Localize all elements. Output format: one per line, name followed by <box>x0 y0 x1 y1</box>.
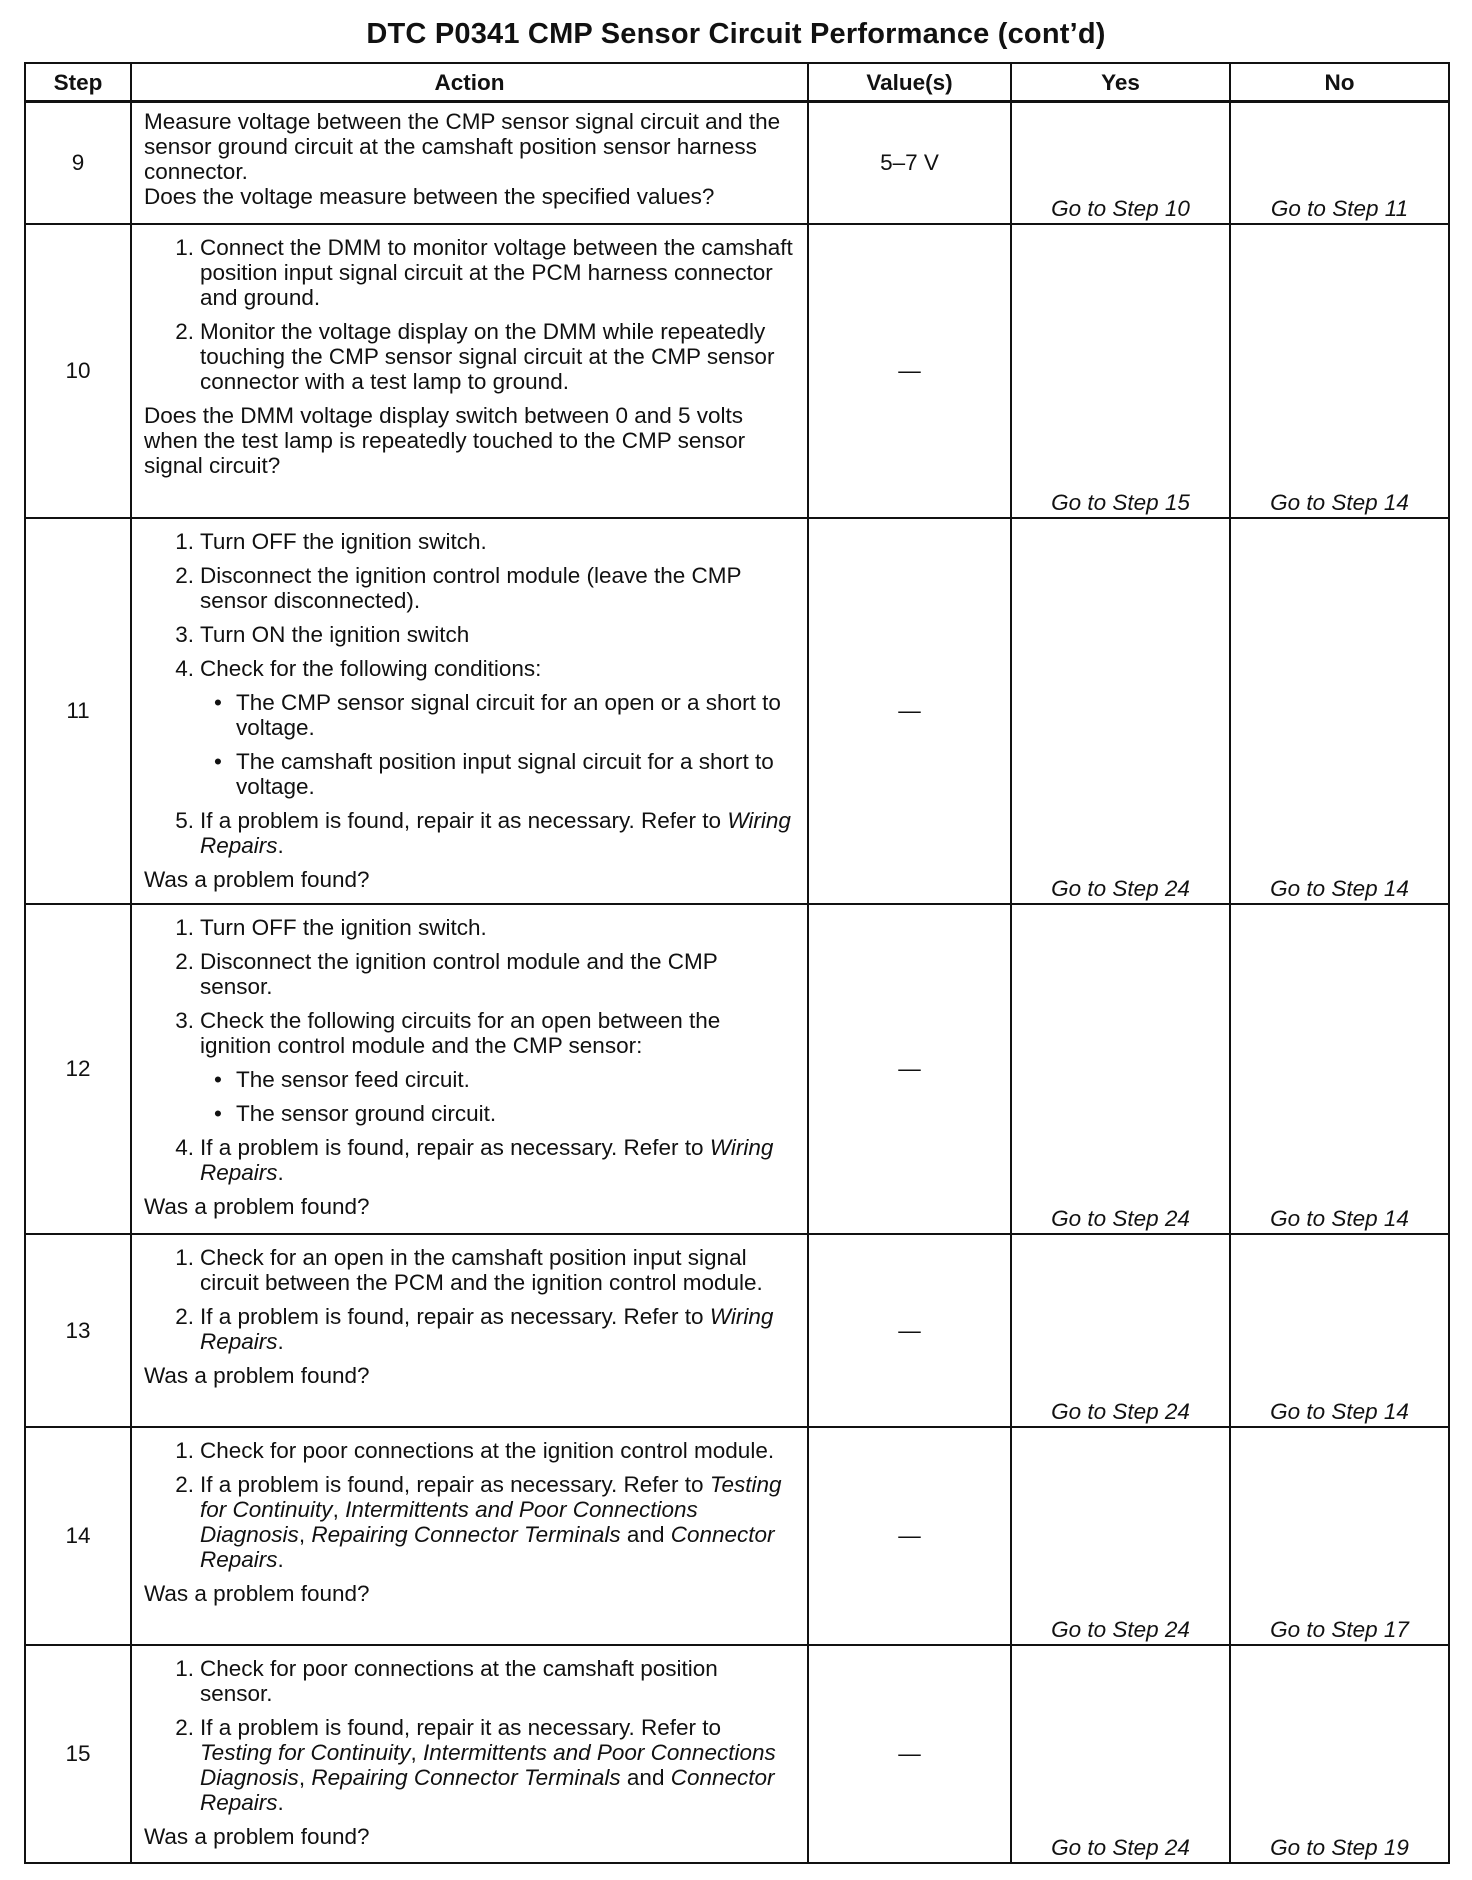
reference-link: Wiring Repairs <box>200 807 791 858</box>
step-number: 15 <box>25 1645 131 1863</box>
question-text: Was a problem found? <box>144 1193 370 1219</box>
question-text: Does the DMM voltage display switch between 0 and 5 volts when the test lamp is repeatedly touched to the CMP sensor signal circuit? <box>144 402 746 478</box>
action-cell <box>131 518 808 904</box>
reference-link: Repairing Connector Terminals <box>311 1764 621 1790</box>
step-list <box>144 529 795 858</box>
header-values: Value(s) <box>808 63 1011 102</box>
reference-link: Testing for Continuity <box>200 1739 411 1765</box>
no-cell: Go to Step 19 <box>1230 1645 1449 1863</box>
value-cell: — <box>808 518 1011 904</box>
reference-link: Wiring Repairs <box>200 1303 774 1354</box>
reference-link: Repairing Connector Terminals <box>311 1521 621 1547</box>
no-cell: Go to Step 17 <box>1230 1427 1449 1645</box>
yes-cell: Go to Step 24 <box>1011 1427 1230 1645</box>
list-item: 3. Check the following circuits for an open between the ignition control module and the CMP sensor: • The sensor feed circuit. • The sensor ground circuit. <box>200 1008 795 1126</box>
list-item: 4. If a problem is found, repair as necessary. Refer to Wiring Repairs. <box>175 1134 774 1185</box>
value-cell: — <box>808 224 1011 518</box>
value-cell: 5–7 V <box>808 102 1011 224</box>
conjunction: and <box>626 1764 665 1790</box>
table-row-step-10 <box>25 224 1449 518</box>
step-list <box>144 1438 795 1572</box>
no-cell: Go to Step 14 <box>1230 904 1449 1234</box>
bullet-list <box>200 690 795 799</box>
reference-link: Wiring Repairs <box>200 1134 774 1185</box>
no-cell: Go to Step 14 <box>1230 1234 1449 1427</box>
bullet-item: • The camshaft position input signal circuit for a short to voltage. <box>236 749 795 799</box>
question-text: Does the voltage measure between the specified values? <box>144 184 715 209</box>
reference-link: Connector Repairs <box>200 1764 775 1815</box>
action-cell <box>131 1234 808 1427</box>
page-title: DTC P0341 CMP Sensor Circuit Performance (cont’d) <box>366 18 1106 50</box>
action-cell <box>131 224 808 518</box>
table-row-step-9 <box>25 102 1449 224</box>
value-cell: — <box>808 904 1011 1234</box>
question-text: Was a problem found? <box>144 1823 370 1849</box>
list-item: 2. Disconnect the ignition control module (leave the CMP sensor disconnected). <box>175 562 742 613</box>
step-number: 10 <box>25 224 131 518</box>
conjunction: and <box>626 1521 665 1547</box>
reference-link: Testing for Continuity <box>200 1471 782 1522</box>
list-item: 1. Check for poor connections at the ignition control module. <box>175 1437 775 1463</box>
list-item: 1. Check for poor connections at the camshaft position sensor. <box>175 1655 718 1706</box>
table-row-step-15 <box>25 1645 1449 1863</box>
question-text: Was a problem found? <box>144 1362 370 1388</box>
no-cell: Go to Step 14 <box>1230 518 1449 904</box>
yes-cell: Go to Step 10 <box>1011 102 1230 224</box>
table-header-row <box>25 63 1449 102</box>
bullet-item: • The CMP sensor signal circuit for an open or a short to voltage. <box>236 690 795 740</box>
list-item: 1. Connect the DMM to monitor voltage between the camshaft position input signal circuit at the PCM harness connector and ground. <box>175 234 793 310</box>
yes-cell: Go to Step 24 <box>1011 1234 1230 1427</box>
step-number: 14 <box>25 1427 131 1645</box>
yes-cell: Go to Step 24 <box>1011 1645 1230 1863</box>
question-text: Was a problem found? <box>144 866 370 892</box>
header-step: Step <box>25 63 131 102</box>
diagnostic-table <box>24 62 1450 1864</box>
action-text: Measure voltage between the CMP sensor signal circuit and the sensor ground circuit at the camshaft position sensor harness connector. <box>144 109 781 184</box>
reference-link: Connector Repairs <box>200 1521 775 1572</box>
action-cell <box>131 1645 808 1863</box>
action-cell <box>131 1427 808 1645</box>
header-no: No <box>1230 63 1449 102</box>
step-number: 11 <box>25 518 131 904</box>
list-item: 4. Check for the following conditions: • The CMP sensor signal circuit for an open or a short to voltage. • The camshaft position input signal circuit for a short to voltage. <box>200 656 795 799</box>
header-yes: Yes <box>1011 63 1230 102</box>
value-cell: — <box>808 1427 1011 1645</box>
no-cell: Go to Step 11 <box>1230 102 1449 224</box>
step-number: 13 <box>25 1234 131 1427</box>
list-item: 2. If a problem is found, repair as necessary. Refer to Testing for Continuity, Intermittents and Poor Connections Diagnosis, Repairing Connector Terminals and Connector Repairs. <box>175 1471 782 1572</box>
bullet-item: • The sensor ground circuit. <box>236 1101 795 1126</box>
table-row-step-12 <box>25 904 1449 1234</box>
bullet-list <box>200 1067 795 1126</box>
step-list <box>144 235 795 394</box>
list-item: 2. If a problem is found, repair it as necessary. Refer to Testing for Continuity, Intermittents and Poor Connections Diagnosis, Repairing Connector Terminals and Connector Repairs. <box>175 1714 776 1815</box>
step-number: 9 <box>25 102 131 224</box>
list-item: 1. Turn OFF the ignition switch. <box>175 528 487 554</box>
yes-cell: Go to Step 24 <box>1011 518 1230 904</box>
question-text: Was a problem found? <box>144 1580 370 1606</box>
list-item: 1. Check for an open in the camshaft position input signal circuit between the PCM and the ignition control module. <box>175 1244 763 1295</box>
table-row-step-13 <box>25 1234 1449 1427</box>
list-item: 3. Turn ON the ignition switch <box>175 621 470 647</box>
list-item: 1. Turn OFF the ignition switch. <box>175 914 487 940</box>
reference-link: Intermittents and Poor Connections Diagnosis <box>200 1496 698 1547</box>
yes-cell: Go to Step 15 <box>1011 224 1230 518</box>
bullet-item: • The sensor feed circuit. <box>236 1067 795 1092</box>
action-cell <box>131 904 808 1234</box>
table-row-step-11 <box>25 518 1449 904</box>
header-action: Action <box>131 63 808 102</box>
value-cell: — <box>808 1645 1011 1863</box>
step-list <box>144 1656 795 1815</box>
list-item: 2. Disconnect the ignition control module and the CMP sensor. <box>175 948 718 999</box>
list-item: 2. Monitor the voltage display on the DMM while repeatedly touching the CMP sensor signal circuit at the CMP sensor connector with a test lamp to ground. <box>175 318 775 394</box>
action-cell <box>131 102 808 224</box>
step-list <box>144 1245 795 1354</box>
no-cell: Go to Step 14 <box>1230 224 1449 518</box>
step-number: 12 <box>25 904 131 1234</box>
value-cell: — <box>808 1234 1011 1427</box>
list-item: 2. If a problem is found, repair as necessary. Refer to Wiring Repairs. <box>175 1303 774 1354</box>
table-row-step-14 <box>25 1427 1449 1645</box>
list-item: 5. If a problem is found, repair it as necessary. Refer to Wiring Repairs. <box>175 807 791 858</box>
step-list <box>144 915 795 1185</box>
reference-link: Intermittents and Poor Connections Diagnosis <box>200 1739 776 1790</box>
yes-cell: Go to Step 24 <box>1011 904 1230 1234</box>
